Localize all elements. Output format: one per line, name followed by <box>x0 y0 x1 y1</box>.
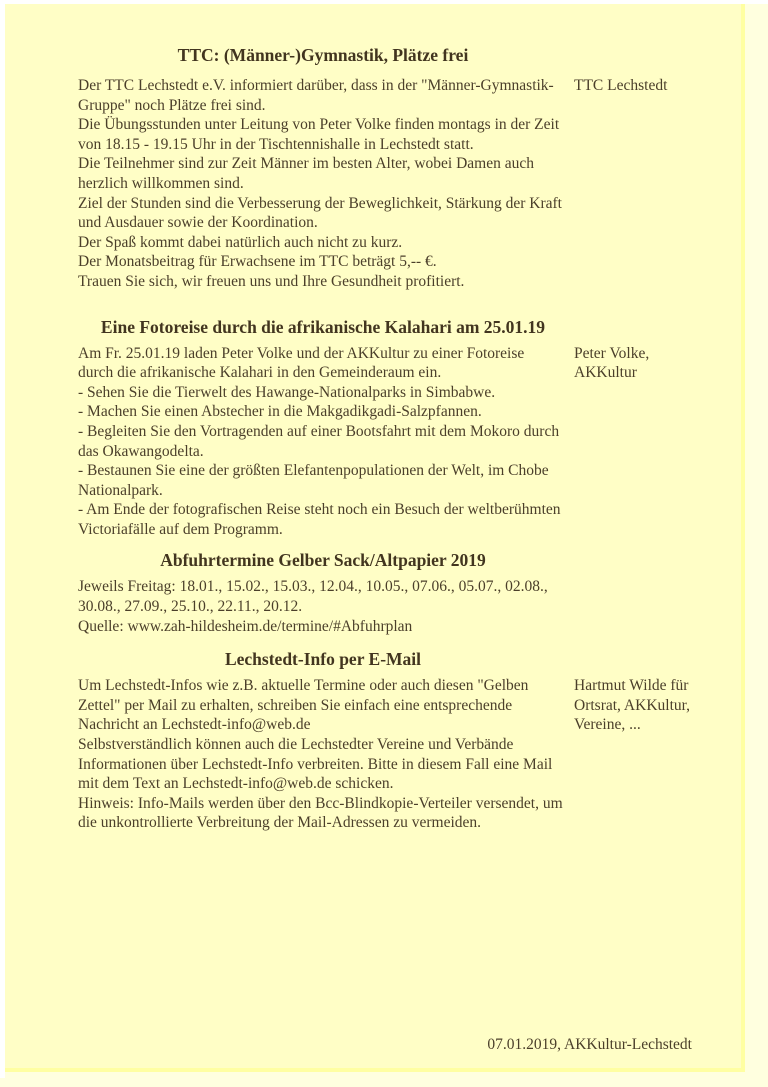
section-heading: Abfuhrtermine Gelber Sack/Altpapier 2019 <box>160 550 486 571</box>
body-line: von 18.15 - 19.15 Uhr in der Tischtennishalle in Lechstedt statt. <box>78 135 474 153</box>
body-line: das Okawangodelta. <box>78 442 204 460</box>
section-heading: Eine Fotoreise durch die afrikanische Kalahari am 25.01.19 <box>100 316 546 337</box>
body-line: Trauen Sie sich, wir freuen uns und Ihre Gesundheit profitiert. <box>78 272 465 290</box>
body-line: Hinweis: Info-Mails werden über den Bcc-Blindkopie-Verteiler versendet, um <box>78 794 563 812</box>
body-line: und Ausdauer sowie der Koordination. <box>78 214 318 232</box>
body-line: Jeweils Freitag: 18.01., 15.02., 15.03., 12.04., 10.05., 07.06., 05.07., 02.08., <box>78 578 548 596</box>
body-line: Ziel der Stunden sind die Verbesserung der Beweglichkeit, Stärkung der Kraft <box>78 194 562 212</box>
footer-date-author: 07.01.2019, AKKultur-Lechstedt <box>487 1036 692 1053</box>
section-margin-note <box>568 344 649 383</box>
note-line: TTC Lechstedt <box>574 77 668 94</box>
section-body <box>78 577 568 636</box>
section-ttc-gymnastik <box>78 44 741 292</box>
section-body <box>78 676 568 833</box>
body-line: Nationalpark. <box>78 481 163 499</box>
body-line: herzlich willkommen sind. <box>78 174 244 192</box>
body-line-email: Nachricht an Lechstedt-info@web.de <box>78 716 311 734</box>
section-abfuhrtermine <box>78 549 741 636</box>
body-line: Victoriafälle auf dem Programm. <box>78 520 283 538</box>
note-line: Peter Volke, <box>574 344 650 362</box>
body-line: Informationen über Lechstedt-Info verbreiten. Bitte in diesem Fall eine Mail <box>78 755 553 773</box>
body-line: - Sehen Sie die Tierwelt des Hawange-Nationalparks in Simbabwe. <box>78 383 496 401</box>
body-line: Der TTC Lechstedt e.V. informiert darüber, dass in der "Männer-Gymnastik- <box>78 77 554 94</box>
section-lechstedt-info-email <box>78 648 741 833</box>
note-line: Ortsrat, AKKultur, <box>574 696 691 714</box>
body-line: Die Übungsstunden unter Leitung von Peter Volke finden montags in der Zeit <box>78 116 560 134</box>
body-line: Gruppe" noch Plätze frei sind. <box>78 96 266 114</box>
newsletter-page <box>5 4 745 1072</box>
body-line: die unkontrollierte Verbreitung der Mail-Adressen zu vermeiden. <box>78 814 482 832</box>
body-line: Der Monatsbeitrag für Erwachsene im TTC beträgt 5,-- €. <box>78 253 437 271</box>
section-body <box>78 76 568 292</box>
body-line-source-url: Quelle: www.zah-hildesheim.de/termine/#Abfuhrplan <box>78 617 413 635</box>
body-line: Selbstverständlich können auch die Lechstedter Vereine und Verbände <box>78 736 514 754</box>
body-line: - Begleiten Sie den Vortragenden auf einer Bootsfahrt mit dem Mokoro durch <box>78 422 560 440</box>
note-line: Hartmut Wilde für <box>574 677 689 695</box>
section-heading: TTC: (Männer-)Gymnastik, Plätze frei <box>177 45 469 65</box>
note-line: Vereine, ... <box>574 716 641 734</box>
section-margin-note <box>568 76 667 96</box>
body-line-email: mit dem Text an Lechstedt-info@web.de schicken. <box>78 775 394 793</box>
body-line: Der Spaß kommt dabei natürlich auch nicht zu kurz. <box>78 233 403 251</box>
body-line: - Bestaunen Sie eine der größten Elefantenpopulationen der Welt, im Chobe <box>78 462 549 480</box>
body-line: Am Fr. 25.01.19 laden Peter Volke und der AKKultur zu einer Fotoreise <box>78 344 525 362</box>
section-margin-note <box>568 676 690 735</box>
body-line: - Am Ende der fotografischen Reise steht noch ein Besuch der weltberühmten <box>78 501 561 519</box>
section-heading: Lechstedt-Info per E-Mail <box>224 649 422 670</box>
body-line: - Machen Sie einen Abstecher in die Makgadikgadi-Salzpfannen. <box>78 403 482 421</box>
body-line: Die Teilnehmer sind zur Zeit Männer im besten Alter, wobei Damen auch <box>78 155 534 173</box>
section-body <box>78 344 568 540</box>
body-line: 30.08., 27.09., 25.10., 22.11., 20.12. <box>78 598 303 616</box>
note-line: AKKultur <box>574 364 637 382</box>
body-line: Um Lechstedt-Infos wie z.B. aktuelle Termine oder auch diesen "Gelben <box>78 677 529 695</box>
body-line: Zettel" per Mail zu erhalten, schreiben Sie einfach eine entsprechende <box>78 696 513 714</box>
section-fotoreise-kalahari <box>78 316 741 540</box>
body-line: durch die afrikanische Kalahari in den Gemeinderaum ein. <box>78 364 442 382</box>
